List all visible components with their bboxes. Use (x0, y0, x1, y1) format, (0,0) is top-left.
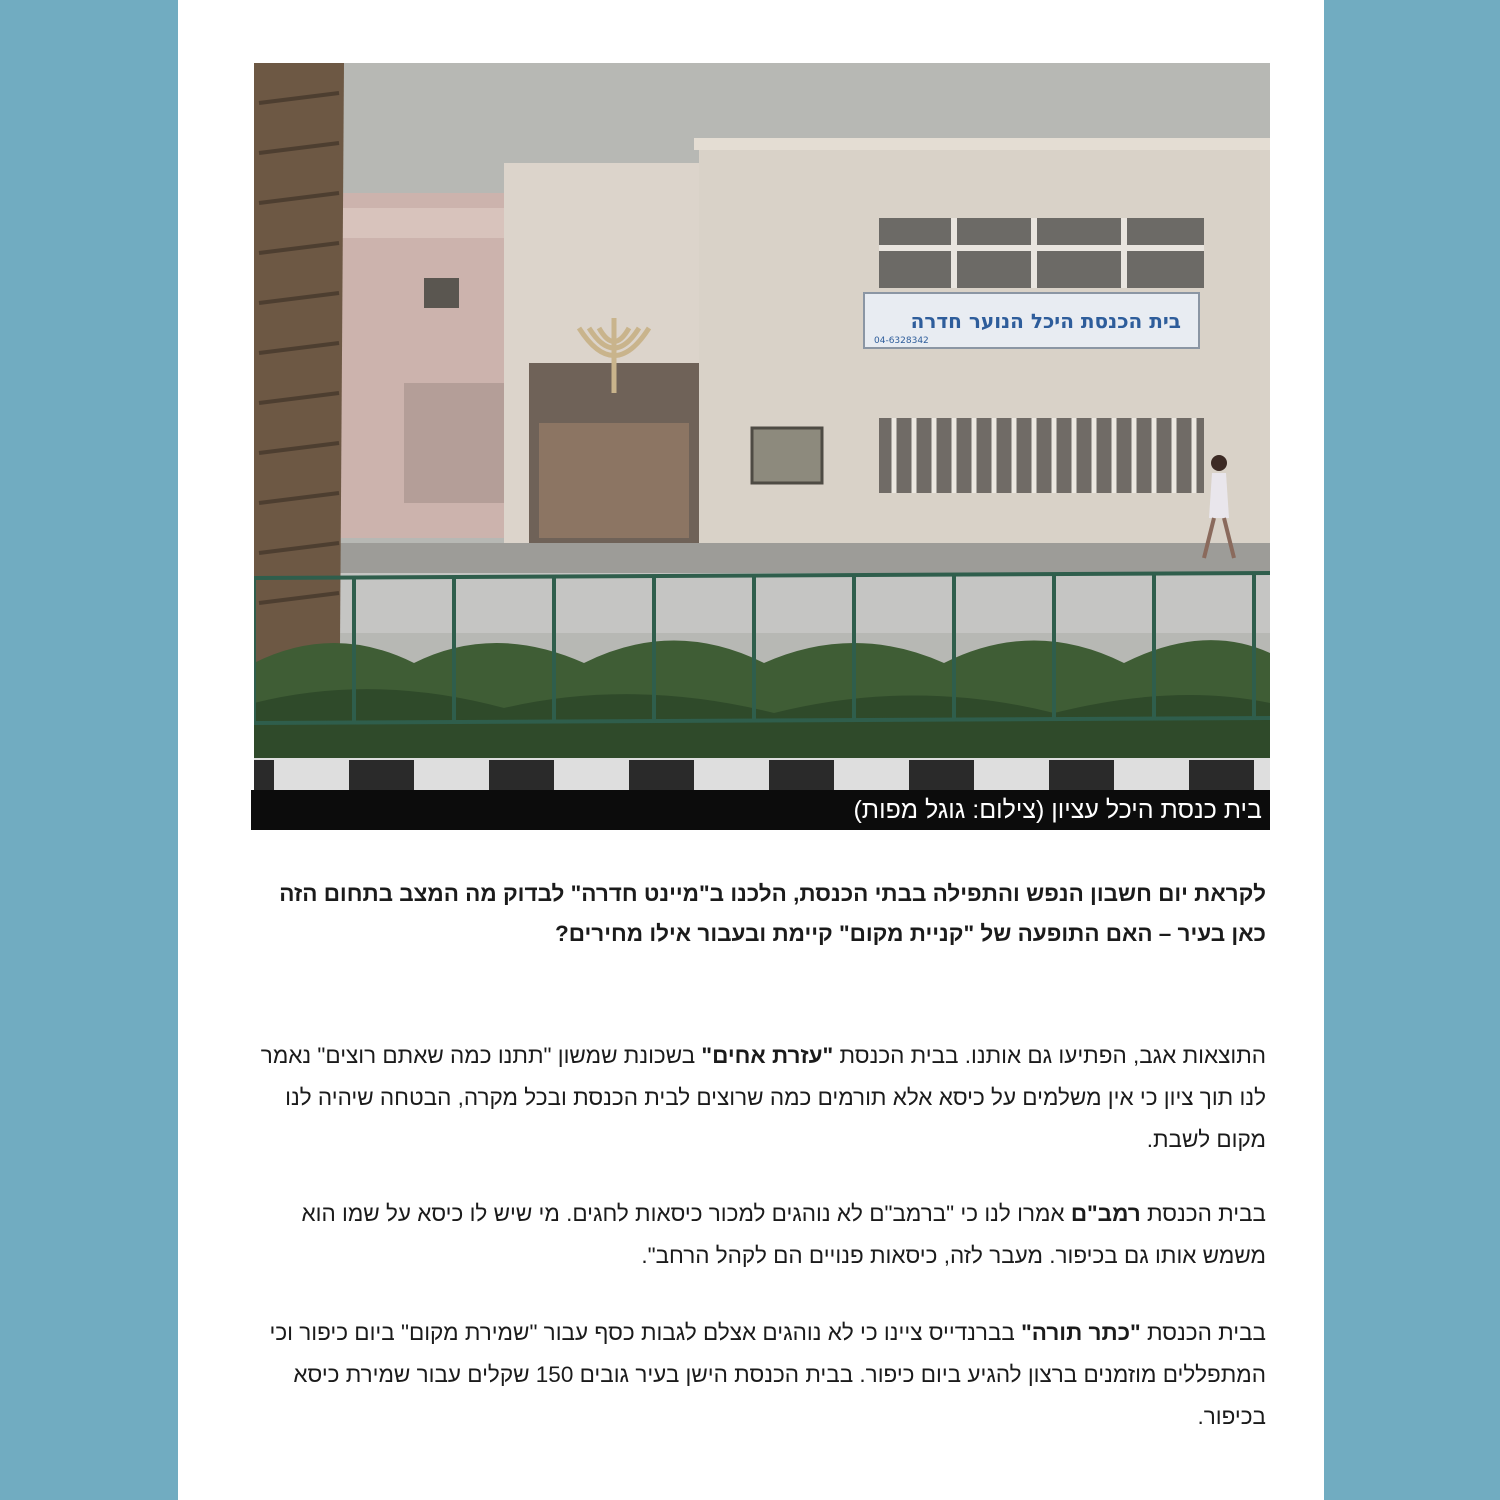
article-paragraph (248, 1193, 1266, 1277)
paragraph-text: בשכונת שמשון "תתנו כמה שאתם רוצים" נאמר לנו תוך ציון כי אין משלמים על כיסא אלא תורמים כמה שרוצים לבית הכנסת ובכל מקרה, הבטחה שיהיה לנו מקום לשבת. (260, 1043, 1266, 1152)
paragraph-text: אמרו לנו כי "ברמב"ם לא נוהגים למכור כיסאות לחגים. מי שיש לו כיסא על שמו הוא משמש אותו גם בכיפור. מעבר לזה, כיסאות פנויים הם לקהל הרחב". (301, 1201, 1266, 1268)
paragraph-text: בבית הכנסת (1140, 1201, 1266, 1226)
sign-text: בית הכנסת היכל הנוער חדרה (910, 309, 1181, 333)
article-page (178, 0, 1324, 1500)
photo-caption: בית כנסת היכל עציון (צילום: גוגל מפות) (251, 790, 1270, 830)
sign-phone: 04-6328342 (874, 336, 929, 346)
paragraph-text: בברנדייס ציינו כי לא נוהגים אצלם לגבות כסף עבור "שמירת מקום" ביום כיפור וכי המתפללים מוזמנים ברצון להגיע ביום כיפור. בבית הכנסת הישן בעיר גובים 150 שקלים עבור שמירת כיסא בכיפור. (269, 1320, 1266, 1429)
paragraph-text: בבית הכנסת (1140, 1320, 1266, 1345)
synagogue-photo (254, 63, 1270, 790)
synagogue-photo-illustration (254, 63, 1270, 790)
synagogue-name: "כתר תורה" (1021, 1320, 1141, 1345)
synagogue-name: "עזרת אחים" (701, 1043, 834, 1068)
article-lead: לקראת יום חשבון הנפש והתפילה בבתי הכנסת, הלכנו ב"מיינט חדרה" לבדוק מה המצב בתחום הזה כאן בעיר – האם התופעה של "קניית מקום" קיימת ובעבור אילו מחירים? (279, 881, 1266, 946)
synagogue-name: רמב"ם (1070, 1201, 1141, 1226)
article-paragraph (248, 1312, 1266, 1438)
article-paragraph (248, 1035, 1266, 1161)
paragraph-text: התוצאות אגב, הפתיעו גם אותנו. בבית הכנסת (833, 1043, 1266, 1068)
